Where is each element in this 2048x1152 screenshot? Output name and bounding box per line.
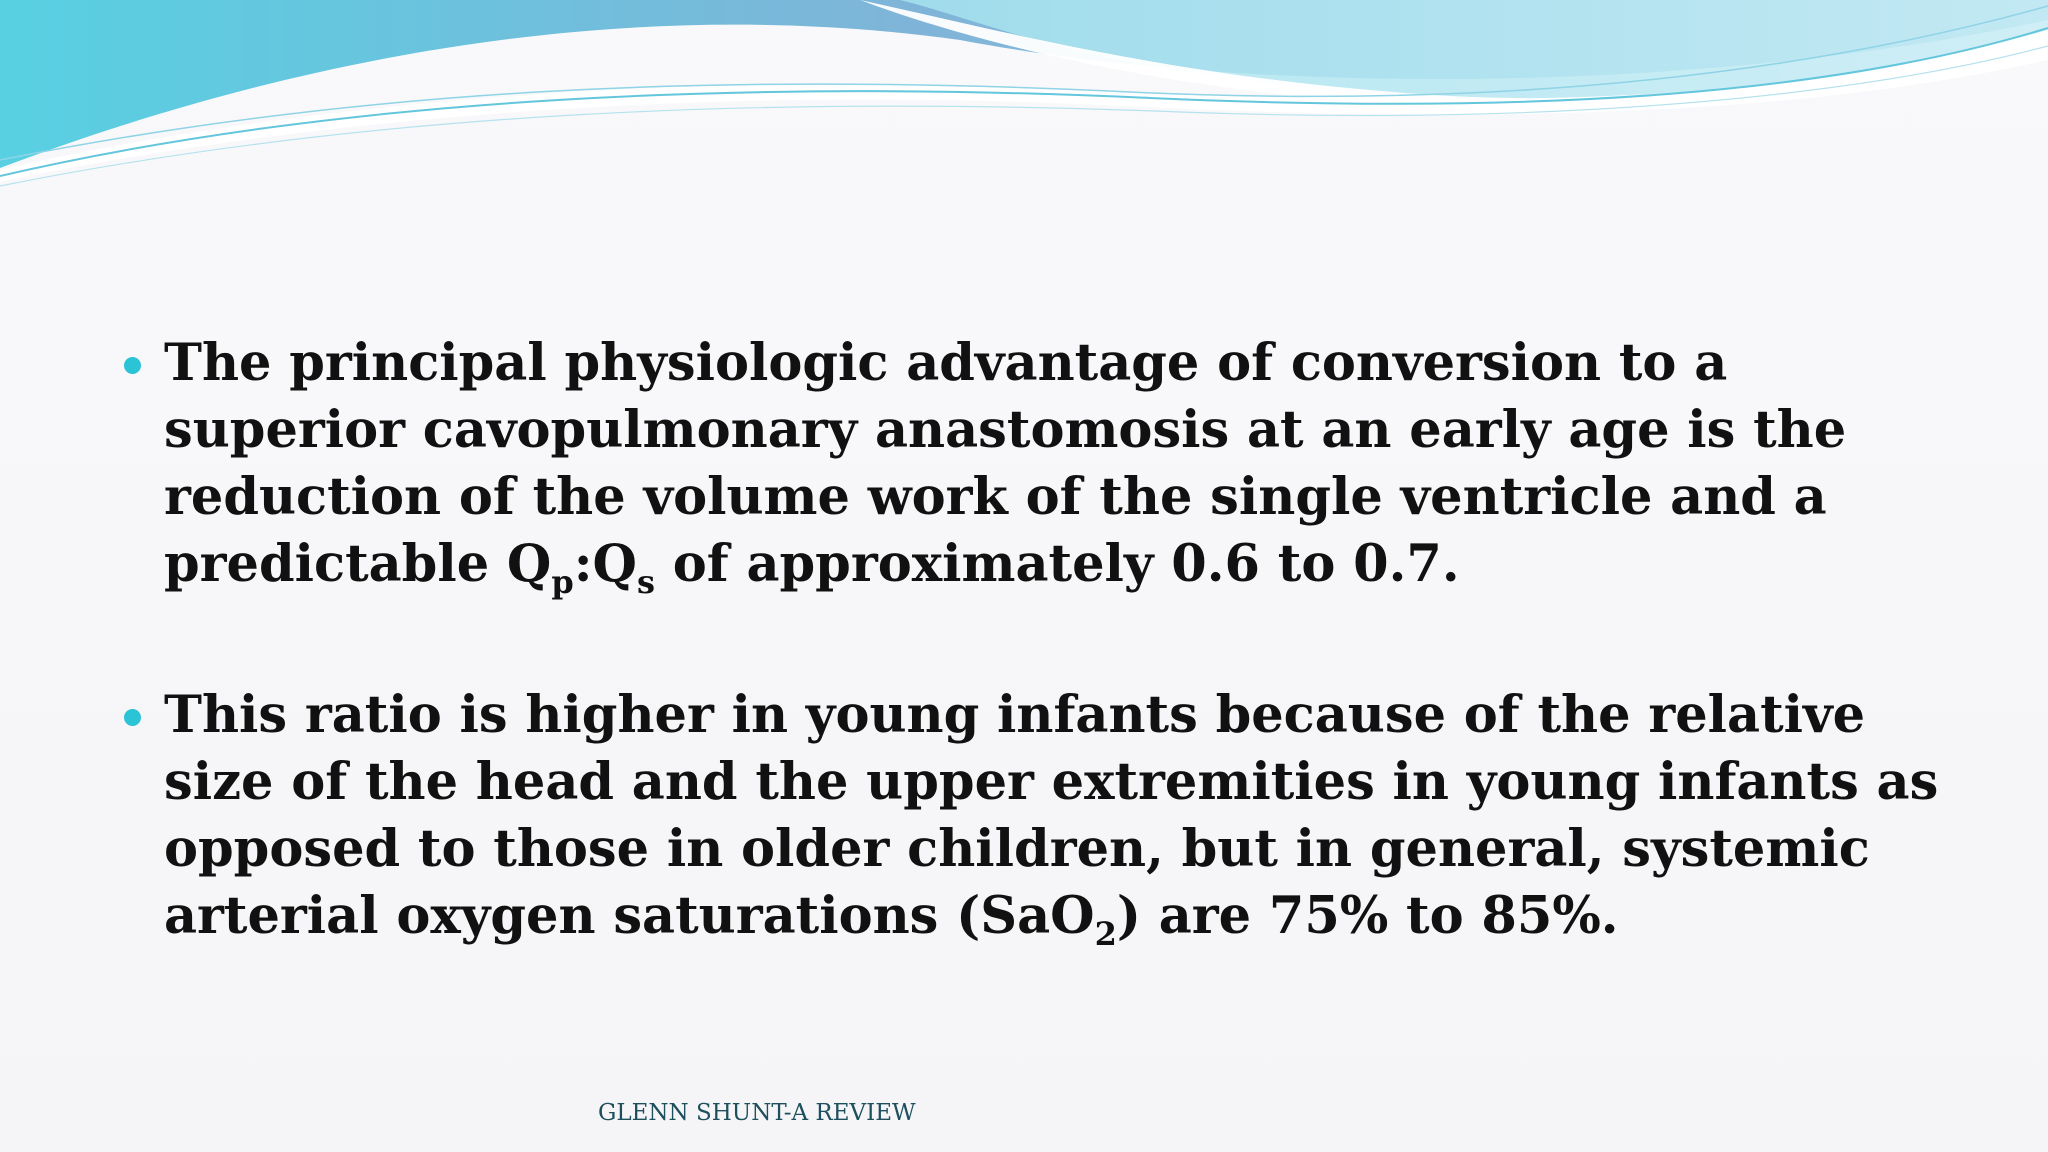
bullet-dot-icon bbox=[124, 357, 141, 374]
bullet-item bbox=[118, 682, 1978, 953]
bullet-text: This ratio is higher in young infants because of the relative size of the head and the upper extremities in young infants as opposed to those in older children, but in general, systemic arterial oxygen saturations (SaO$_2$) are 75% to 85%. bbox=[164, 685, 1939, 953]
bullet-item bbox=[118, 330, 1978, 601]
bullet-text: The principal physiologic advantage of conversion to a superior cavopulmonary anastomosis at an early age is the reduction of the volume work of the single ventricle and a predictable $Q_p:Q_s$ of approximately 0.6 to 0.7. bbox=[164, 333, 1847, 601]
header-wave-decoration bbox=[0, 0, 2048, 200]
bullet-dot-icon bbox=[124, 709, 141, 726]
bullet-list bbox=[118, 330, 1978, 953]
slide-footer: GLENN SHUNT-A REVIEW bbox=[598, 1100, 916, 1126]
